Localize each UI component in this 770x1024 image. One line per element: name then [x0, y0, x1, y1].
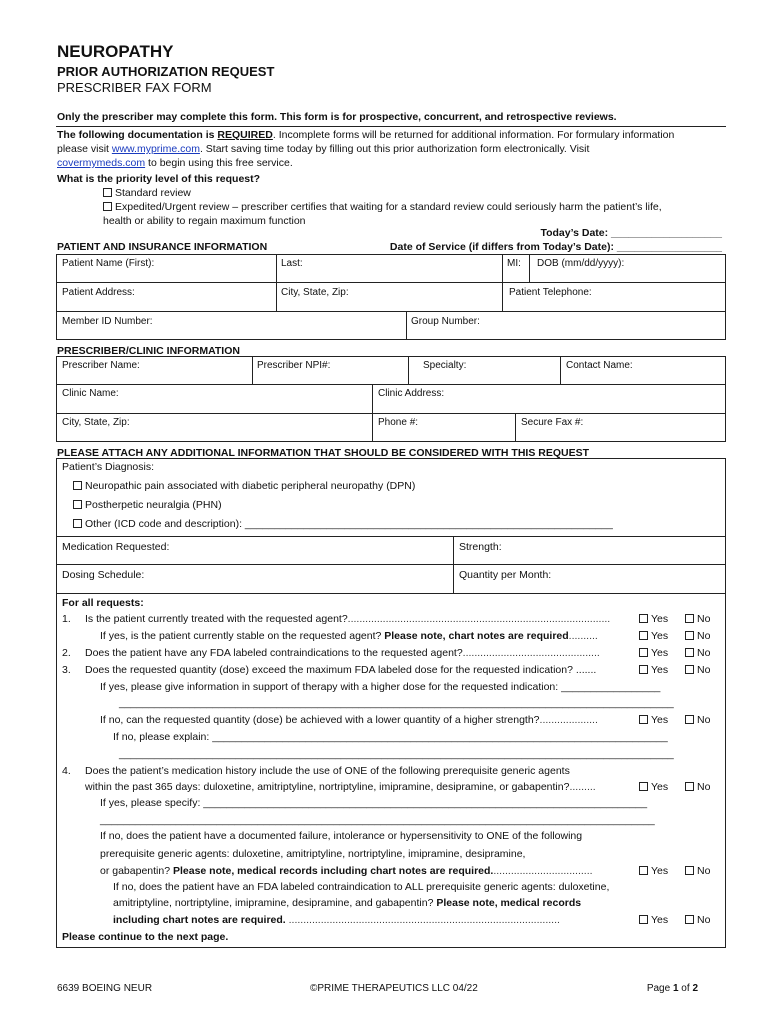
- form-title: NEUROPATHY: [57, 42, 174, 61]
- q4b-text-last: or gabapentin? Please note, medical records including chart notes are required...................................: [100, 865, 593, 877]
- q2-number: 2.: [62, 647, 71, 659]
- q2-no[interactable]: No: [685, 647, 710, 659]
- q3c-answer-line[interactable]: _______________________________________________________________________________________________: [119, 748, 674, 760]
- dpn-option[interactable]: Neuropathic pain associated with diabetic peripheral neuropathy (DPN): [73, 480, 415, 492]
- q4c-text-last: including chart notes are required. .............................................................................................: [113, 914, 560, 926]
- q1a-yes-checkbox[interactable]: [639, 631, 648, 640]
- q3b-yes-checkbox[interactable]: [639, 715, 648, 724]
- q4b-yes-checkbox[interactable]: [639, 866, 648, 875]
- clinic-address-field[interactable]: Clinic Address:: [378, 388, 445, 399]
- divider: [56, 126, 726, 127]
- q3a-text[interactable]: If yes, please give information in support of therapy with a higher dose for the requested indication: _________________: [100, 681, 661, 693]
- col-divider: [276, 254, 277, 311]
- q4-yes[interactable]: Yes: [639, 781, 668, 793]
- q3b-no-checkbox[interactable]: [685, 715, 694, 724]
- q3-number: 3.: [62, 664, 71, 676]
- row-divider: [56, 564, 726, 565]
- expedited-review-option[interactable]: Expedited/Urgent review – prescriber certifies that waiting for a standard review could seriously harm the patient’s life,: [103, 201, 662, 213]
- q1a-yes[interactable]: Yes: [639, 630, 668, 642]
- patient-mi-field[interactable]: MI:: [507, 258, 521, 269]
- q4-yes-checkbox[interactable]: [639, 782, 648, 791]
- expedited-review-cont: health or ability to regain maximum function: [103, 215, 306, 227]
- col-divider: [560, 356, 561, 384]
- standard-review-checkbox[interactable]: [103, 188, 112, 197]
- patient-last-name-field[interactable]: Last:: [281, 258, 303, 269]
- attach-heading: PLEASE ATTACH ANY ADDITIONAL INFORMATION THAT SHOULD BE CONSIDERED WITH THIS REQUEST: [57, 447, 589, 459]
- row-divider: [56, 413, 726, 414]
- q4b-text: If no, does the patient have a documented failure, intolerance or hypersensitivity to ONE of the following: [100, 830, 583, 842]
- patient-dob-field[interactable]: DOB (mm/dd/yyyy):: [537, 258, 625, 269]
- q2-yes[interactable]: Yes: [639, 647, 668, 659]
- contact-name-field[interactable]: Contact Name:: [566, 360, 633, 371]
- phn-option[interactable]: Postherpetic neuralgia (PHN): [73, 499, 222, 511]
- standard-review-option[interactable]: Standard review: [103, 187, 191, 199]
- todays-date-field[interactable]: Today’s Date: ___________________: [540, 227, 722, 239]
- q1-no[interactable]: No: [685, 613, 710, 625]
- form-subtitle: PRIOR AUTHORIZATION REQUEST: [57, 64, 275, 79]
- row-divider: [56, 311, 726, 312]
- q4-text: Does the patient’s medication history include the use of ONE of the following prerequisite generic agents: [85, 765, 570, 777]
- patient-first-name-field[interactable]: Patient Name (First):: [62, 258, 155, 269]
- patient-table: [56, 254, 726, 340]
- q3-no-checkbox[interactable]: [685, 665, 694, 674]
- form-code: 6639 BOEING NEUR: [57, 983, 153, 994]
- q4a-answer-line[interactable]: _______________________________________________________________________________________________: [100, 814, 655, 826]
- q3b-no[interactable]: No: [685, 714, 710, 726]
- q4a-text[interactable]: If yes, please specify: ____________________________________________________________________________: [100, 797, 648, 809]
- q1a-text: If yes, is the patient currently stable on the requested agent? Please note, chart notes are required..........: [100, 630, 598, 642]
- q4b-text-cont: prerequisite generic agents: duloxetine, amitriptyline, nortriptyline, imipramine, desipramine,: [100, 848, 526, 860]
- page-number: Page 1 of 2: [646, 983, 698, 994]
- q4c-no-checkbox[interactable]: [685, 915, 694, 924]
- q4b-yes[interactable]: Yes: [639, 865, 668, 877]
- documentation-notice: The following documentation is REQUIRED. Incomplete forms will be returned for additional information. For formulary information: [57, 129, 675, 141]
- q3b-yes[interactable]: Yes: [639, 714, 668, 726]
- strength-field[interactable]: Strength:: [459, 541, 502, 553]
- priority-question: What is the priority level of this request?: [57, 173, 261, 185]
- prescriber-only-notice: Only the prescriber may complete this form. This form is for prospective, concurrent, and retrospective reviews.: [57, 111, 617, 123]
- col-divider: [453, 536, 454, 593]
- row-divider: [56, 282, 726, 283]
- visit-line: please visit www.myprime.com. Start saving time today by filling out this prior authorization form electronically. Visit: [57, 143, 590, 155]
- quantity-per-month-field[interactable]: Quantity per Month:: [459, 569, 552, 581]
- q1-number: 1.: [62, 613, 71, 625]
- col-divider: [502, 254, 503, 311]
- col-divider: [252, 356, 253, 384]
- col-divider: [408, 356, 409, 384]
- covermymeds-link[interactable]: covermymeds.com: [57, 157, 146, 169]
- prescriber-npi-field[interactable]: Prescriber NPI#:: [257, 360, 331, 371]
- prescriber-name-field[interactable]: Prescriber Name:: [62, 360, 140, 371]
- q1-yes-checkbox[interactable]: [639, 614, 648, 623]
- for-all-requests-label: For all requests:: [62, 597, 144, 609]
- date-of-service-field[interactable]: Date of Service (if differs from Today’s Date): __________________: [389, 241, 722, 253]
- specialty-field[interactable]: Specialty:: [423, 360, 467, 371]
- row-divider: [56, 536, 726, 537]
- clinic-phone-field[interactable]: Phone #:: [378, 417, 419, 428]
- q3-yes-checkbox[interactable]: [639, 665, 648, 674]
- q3b-text: If no, can the requested quantity (dose) be achieved with a lower quantity of a higher strength?....................: [100, 714, 598, 726]
- myprime-link[interactable]: www.myprime.com: [111, 143, 200, 155]
- q4b-no[interactable]: No: [685, 865, 710, 877]
- q4c-no[interactable]: No: [685, 914, 710, 926]
- q1a-no-checkbox[interactable]: [685, 631, 694, 640]
- dosing-schedule-field[interactable]: Dosing Schedule:: [62, 569, 145, 581]
- diagnosis-label: Patient’s Diagnosis:: [62, 461, 155, 473]
- form-type: PRESCRIBER FAX FORM: [57, 80, 212, 95]
- patient-address-field[interactable]: Patient Address:: [62, 287, 135, 298]
- col-divider: [372, 384, 373, 442]
- q3-text: Does the requested quantity (dose) exceed the maximum FDA labeled dose for the requested indication? .......: [85, 664, 597, 676]
- covermymeds-line: covermymeds.com to begin using this free service.: [57, 157, 293, 169]
- col-divider: [406, 311, 407, 340]
- q4c-text-cont: amitriptyline, nortriptyline, imipramine, desipramine, and gabapentin? Please note, medical records: [113, 897, 582, 909]
- q1-no-checkbox[interactable]: [685, 614, 694, 623]
- medication-requested-field[interactable]: Medication Requested:: [62, 541, 170, 553]
- q4c-yes[interactable]: Yes: [639, 914, 668, 926]
- q4b-no-checkbox[interactable]: [685, 866, 694, 875]
- q1-yes[interactable]: Yes: [639, 613, 668, 625]
- row-divider: [56, 593, 726, 594]
- continue-notice: Please continue to the next page.: [62, 931, 229, 943]
- col-divider: [515, 413, 516, 442]
- other-diagnosis-checkbox[interactable]: [73, 519, 82, 528]
- q4-number: 4.: [62, 765, 71, 777]
- secure-fax-field[interactable]: Secure Fax #:: [521, 417, 584, 428]
- q2-yes-checkbox[interactable]: [639, 648, 648, 657]
- patient-city-field[interactable]: City, State, Zip:: [281, 287, 349, 298]
- other-diagnosis-option[interactable]: Other (ICD code and description): _______________________________________________________________: [73, 518, 613, 530]
- group-number-field[interactable]: Group Number:: [411, 316, 480, 327]
- patient-section-heading: PATIENT AND INSURANCE INFORMATION: [57, 241, 268, 253]
- col-divider: [529, 254, 530, 282]
- clinic-city-field[interactable]: City, State, Zip:: [62, 417, 130, 428]
- q3-yes[interactable]: Yes: [639, 664, 668, 676]
- q4-no[interactable]: No: [685, 781, 710, 793]
- patient-telephone-field[interactable]: Patient Telephone:: [509, 287, 592, 298]
- expedited-review-checkbox[interactable]: [103, 202, 112, 211]
- q4-text-cont: within the past 365 days: duloxetine, amitriptyline, nortriptyline, imipramine, desipramine, or gabapentin?.........: [85, 781, 596, 793]
- member-id-field[interactable]: Member ID Number:: [62, 316, 153, 327]
- prescriber-section-heading: PRESCRIBER/CLINIC INFORMATION: [57, 345, 240, 357]
- q4c-text: If no, does the patient have an FDA labeled contraindication to ALL prerequisite generic agents: duloxetine,: [113, 881, 610, 893]
- q3c-text[interactable]: If no, please explain: ______________________________________________________________________________: [113, 731, 668, 743]
- q3a-answer-line[interactable]: _______________________________________________________________________________________________: [119, 697, 674, 709]
- q2-no-checkbox[interactable]: [685, 648, 694, 657]
- row-divider: [56, 384, 726, 385]
- q4c-yes-checkbox[interactable]: [639, 915, 648, 924]
- q4-no-checkbox[interactable]: [685, 782, 694, 791]
- phn-checkbox[interactable]: [73, 500, 82, 509]
- dpn-checkbox[interactable]: [73, 481, 82, 490]
- copyright: ©PRIME THERAPEUTICS LLC 04/22: [310, 983, 478, 994]
- q3-no[interactable]: No: [685, 664, 710, 676]
- q2-text: Does the patient have any FDA labeled contraindications to the requested agent?...............................................: [85, 647, 600, 659]
- clinic-name-field[interactable]: Clinic Name:: [62, 388, 119, 399]
- q1a-no[interactable]: No: [685, 630, 710, 642]
- q1-text: Is the patient currently treated with the requested agent?..........................................................................................: [85, 613, 611, 625]
